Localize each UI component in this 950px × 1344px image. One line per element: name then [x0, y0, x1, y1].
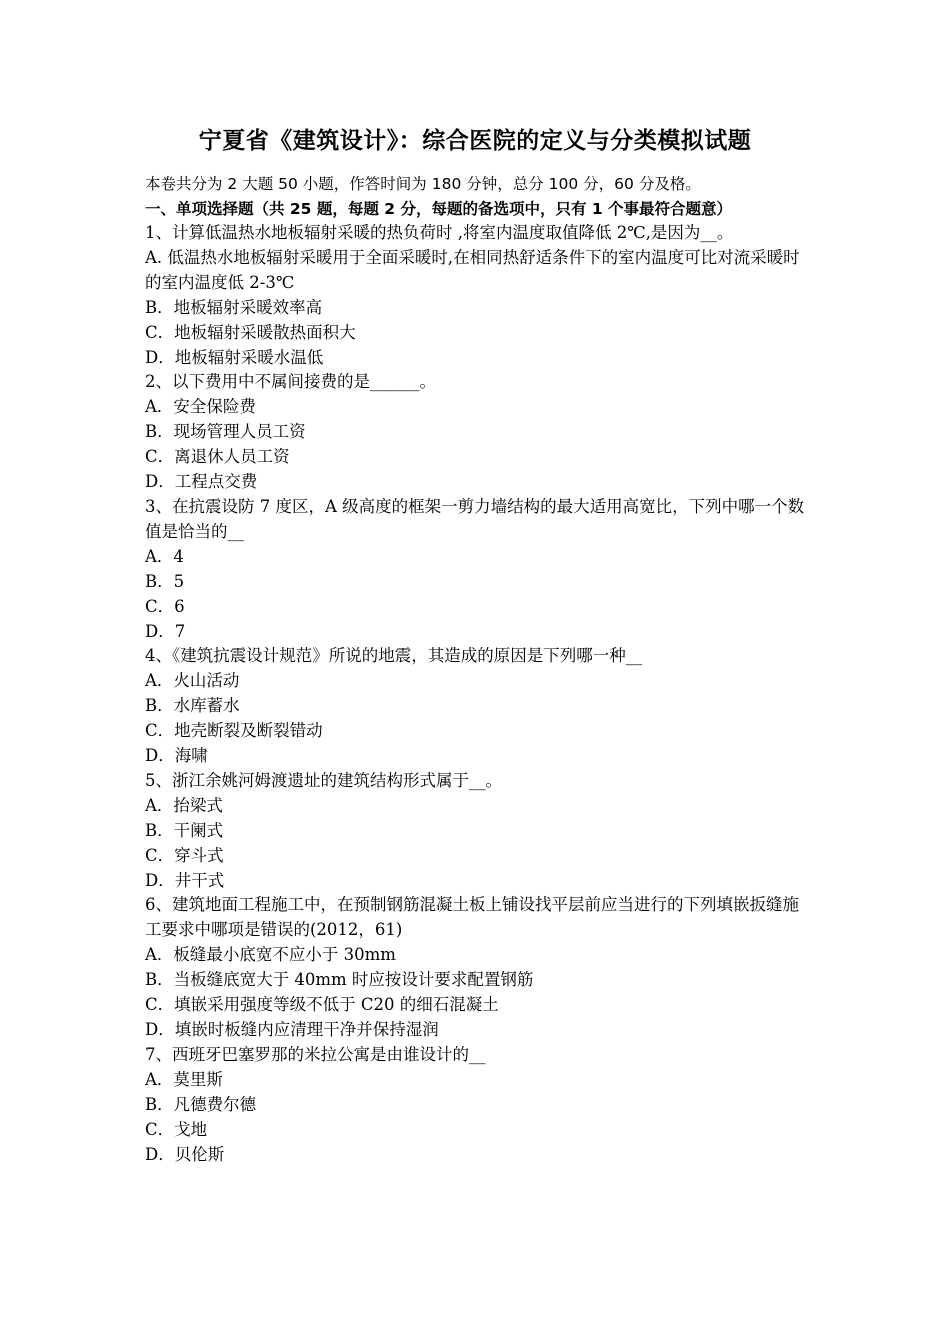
question-stem: 7、西班牙巴塞罗那的米拉公寓是由谁设计的__ [145, 1044, 486, 1064]
question-stem: 2、以下费用中不属间接费的是______。 [145, 372, 436, 392]
document-title: 宁夏省《建筑设计》：综合医院的定义与分类模拟试题 [198, 128, 752, 154]
question-option: A．莫里斯 [145, 1069, 223, 1089]
question-1 [145, 221, 810, 370]
question-option: C．离退休人员工资 [145, 447, 290, 467]
question-option: B．当板缝底宽大于 40mm 时应按设计要求配置钢筋 [145, 970, 534, 990]
question-5 [145, 769, 810, 894]
question-option: D．填嵌时板缝内应清理干净并保持湿润 [145, 1020, 439, 1039]
question-stem: 6、建筑地面工程施工中，在预制钢筋混凝土板上铺设找平层前应当进行的下列填嵌扳缝施工要求中哪项是错误的(2012，61) [145, 895, 799, 940]
question-option: A．板缝最小底宽不应小于 30mm [145, 945, 396, 965]
question-option: C．6 [145, 596, 185, 616]
question-option: C．地壳断裂及断裂错动 [145, 721, 323, 741]
question-stem: 5、浙江余姚河姆渡遗址的建筑结构形式属于__。 [145, 770, 502, 790]
question-option: A．火山活动 [145, 671, 240, 691]
question-option: C．地板辐射采暖散热面积大 [145, 322, 356, 342]
question-option: D．7 [145, 621, 186, 641]
question-option: D．地板辐射采暖水温低 [145, 347, 324, 367]
question-stem: 4、《建筑抗震设计规范》所说的地震，其造成的原因是下列哪一种__ [145, 646, 643, 666]
question-option: A. 低温热水地板辐射采暖用于全面采暖时,在相同热舒适条件下的室内温度可比对流采暖时的室内温度低 2-3℃ [145, 247, 800, 292]
question-option: B．5 [145, 571, 185, 591]
question-stem: 3、在抗震设防 7 度区，A 级高度的框架一剪力墙结构的最大适用高宽比，下列中哪一个数值是恰当的__ [145, 496, 805, 541]
question-option: D．贝伦斯 [145, 1144, 225, 1164]
exam-intro: 本卷共分为 2 大题 50 小题，作答时间为 180 分钟，总分 100 分，60 分及格。 [145, 175, 701, 193]
question-option: C．填嵌采用强度等级不低于 C20 的细石混凝土 [145, 995, 499, 1015]
question-3 [145, 495, 810, 644]
question-option: B．现场管理人员工资 [145, 422, 306, 442]
question-option: C．穿斗式 [145, 845, 224, 865]
question-option: D．井干式 [145, 870, 225, 890]
question-6 [145, 893, 810, 1042]
question-option: B．水库蓄水 [145, 696, 240, 716]
question-2 [145, 370, 810, 495]
document-body [145, 172, 810, 1167]
question-option: A．抬梁式 [145, 795, 223, 815]
question-option: A．安全保险费 [145, 397, 256, 417]
question-option: B．干阑式 [145, 820, 224, 840]
question-option: D．工程点交费 [145, 472, 258, 492]
question-4 [145, 644, 810, 769]
question-option: D．海啸 [145, 746, 208, 766]
section-heading: 一、单项选择题（共 25 题，每题 2 分，每题的备选项中，只有 1 个事最符合题意） [145, 200, 733, 218]
question-stem: 1、计算低温热水地板辐射采暖的热负荷时 ,将室内温度取值降低 2℃,是因为__。 [145, 223, 734, 242]
question-option: B．凡德费尔德 [145, 1094, 257, 1114]
question-option: A．4 [145, 546, 184, 566]
question-option: B．地板辐射采暖效率高 [145, 297, 323, 317]
question-option: C．戈地 [145, 1119, 208, 1139]
question-7 [145, 1043, 810, 1168]
